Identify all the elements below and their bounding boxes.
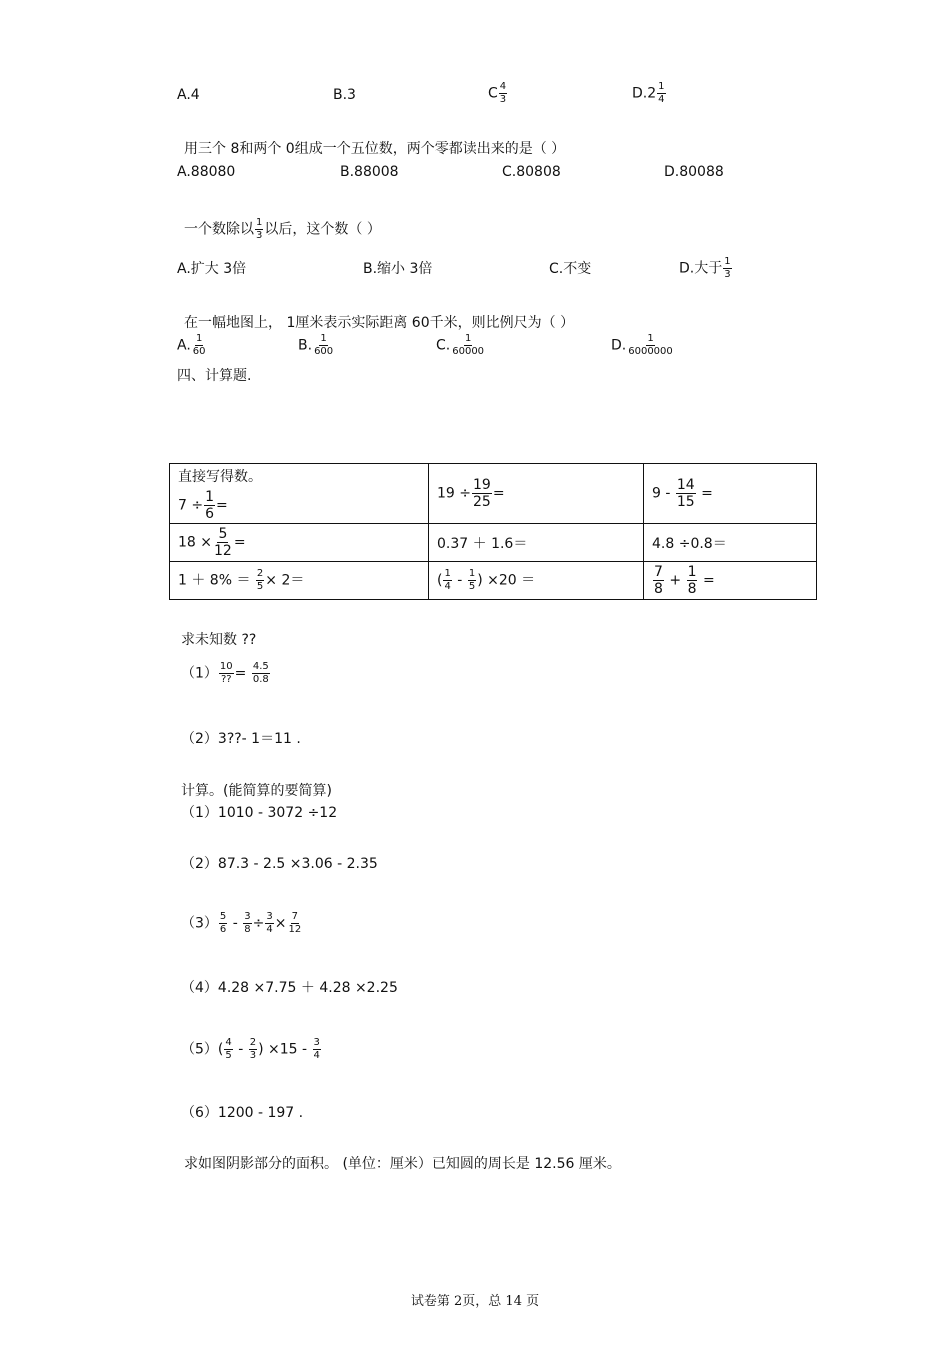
unknown-problem-2: （2）3??- 1＝11 . xyxy=(181,731,301,747)
option-d: D.大于 $\frac{1}{3}$ xyxy=(679,256,731,280)
option-c: C $\frac{4}{3}$ xyxy=(488,81,507,105)
unknown-problem-1: （1） $\frac{10}{??}$ = $\frac{4.5}{0.8}$ xyxy=(181,661,269,685)
compute-problem-6: （6）1200 - 197 . xyxy=(181,1105,304,1121)
question-five-digit: 用三个 8和两个 0组成一个五位数，两个零都读出来的是（ ） xyxy=(184,141,566,157)
expression: 7 ÷ $\frac{1}{6}$ = xyxy=(178,489,228,522)
section-heading: 四、计算题. xyxy=(177,368,252,384)
option-c: C. $\frac{1}{60000}$ xyxy=(436,333,485,357)
compute-problem-1: （1）1010 - 3072 ÷12 xyxy=(181,805,338,821)
compute-problem-5: （5）( $\frac{4}{5}$ - $\frac{2}{3}$ ) ×15 - $\frac{3}{4}$ xyxy=(181,1037,320,1061)
compute-problem-3: （3） $\frac{5}{6}$ - $\frac{3}{8}$ ÷ $\frac{3}{4}$ × $\frac{7}{12}$ xyxy=(181,911,302,935)
compute-problem-2: （2）87.3 - 2.5 ×3.06 - 2.35 xyxy=(181,856,378,872)
option-b: B.缩小 3倍 xyxy=(363,261,433,277)
unknown-title: 求未知数 ?? xyxy=(181,632,257,648)
option-a: A.88080 xyxy=(177,164,236,180)
table-title: 直接写得数。 xyxy=(178,469,262,485)
compute-title: 计算。(能简算的要简算) xyxy=(181,783,332,799)
option-a: A. $\frac{1}{60}$ xyxy=(177,333,206,357)
option-b: B.3 xyxy=(333,87,356,103)
option-b: B. $\frac{1}{600}$ xyxy=(298,333,334,357)
table-cell: 4.8 ÷0.8＝ xyxy=(644,524,817,562)
calculation-table xyxy=(169,463,817,600)
table-cell: 19 ÷ $\frac{19}{25}$ = xyxy=(429,464,644,524)
compute-problem-4: （4）4.28 ×7.75 ＋ 4.28 ×2.25 xyxy=(181,980,398,996)
table-cell: ( $\frac{1}{4}$ - $\frac{1}{5}$ ) ×20 ＝ xyxy=(429,562,644,600)
question-scale: 在一幅地图上， 1厘米表示实际距离 60千米，则比例尺为（ ） xyxy=(184,315,575,331)
option-d: D.2 $\frac{1}{4}$ xyxy=(632,81,665,105)
option-b: B.88008 xyxy=(340,164,399,180)
table-cell: $\frac{7}{8}$ + $\frac{1}{8}$ = xyxy=(644,562,817,600)
question-divide: 一个数除以 $\frac{1}{3}$ 以后，这个数（ ） xyxy=(184,217,381,241)
option-d: D.80088 xyxy=(664,164,724,180)
option-c: C.80808 xyxy=(502,164,561,180)
option-a: A.扩大 3倍 xyxy=(177,261,247,277)
area-question: 求如图阴影部分的面积。 (单位：厘米）已知圆的周长是 12.56 厘米。 xyxy=(184,1156,621,1172)
table-cell: 1 ＋ 8% ＝ $\frac{2}{5}$ × 2＝ xyxy=(170,562,429,600)
option-d: D. $\frac{1}{6000000}$ xyxy=(611,333,673,357)
table-cell: 0.37 ＋ 1.6＝ xyxy=(429,524,644,562)
table-cell: 9 - $\frac{14}{15}$ = xyxy=(644,464,817,524)
page-footer: 试卷第 2页，总 14 页 xyxy=(410,1294,540,1309)
table-cell: 18 × $\frac{5}{12}$ = xyxy=(170,524,429,562)
option-c: C.不变 xyxy=(549,261,592,277)
option-a: A.4 xyxy=(177,87,200,103)
table-cell xyxy=(170,464,429,524)
